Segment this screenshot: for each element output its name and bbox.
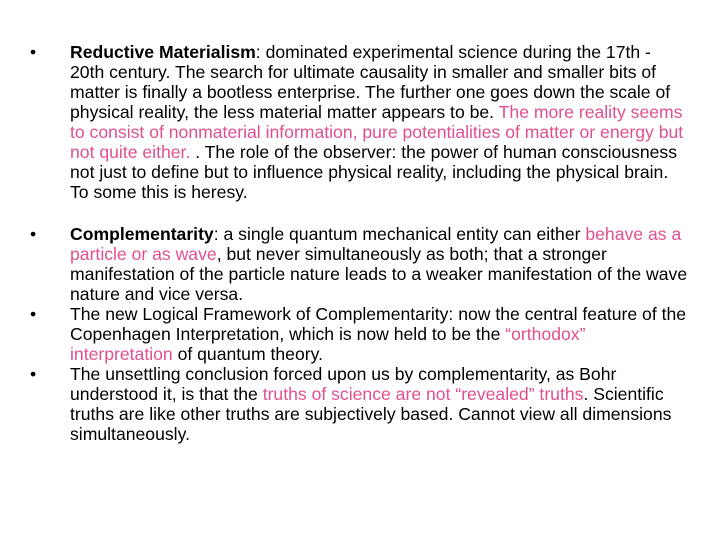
bullet-item-reductive-materialism (30, 42, 690, 202)
body-text: , but never simultaneously as both; that a stronger manifestation of the particle nature leads to a weaker manifestation of the wave nature and vice versa. (70, 244, 688, 304)
body-text: . Scientific truths are like other truths are subjectively based. Cannot view all dimensions simultaneously. (70, 384, 672, 444)
body-text: of quantum theory. (172, 344, 323, 364)
bullet-item-complementarity (30, 224, 690, 304)
bullet-item-logical-framework (30, 304, 690, 364)
body-text: The new Logical Framework of Complementarity: now the central feature of the Copenhagen Interpretation, which is now held to be the (70, 304, 687, 344)
bullet-list (30, 42, 690, 444)
slide-content (30, 42, 690, 444)
bullet-icon: • (30, 364, 37, 384)
highlight-text: truths of science are not “revealed” truths (262, 384, 584, 404)
body-text: : dominated experimental science during the 17th - 20th century. The search for ultimate causality in smaller and smaller bits of matter is finally a bootless enterprise. The further one goes down the scale of physical reality, the less material matter appears to be. (70, 42, 671, 122)
body-text: The unsettling conclusion forced upon us by complementarity, as Bohr understood it, is that the (70, 364, 617, 404)
bullet-icon: • (30, 42, 37, 62)
term-reductive-materialism: Reductive Materialism (70, 42, 256, 62)
highlight-text: behave as a particle or as wave (70, 224, 682, 264)
bullet-icon: • (30, 224, 37, 244)
term-complementarity: Complementarity (70, 224, 214, 244)
bullet-item-unsettling-conclusion (30, 364, 690, 444)
highlight-text: The more reality seems to consist of nonmaterial information, pure potentialities of matter or energy but not quite either. (70, 102, 684, 162)
bullet-icon: • (30, 304, 37, 324)
body-text: . The role of the observer: the power of human consciousness not just to define but to influence physical reality, including the physical brain. To some this is heresy. (70, 142, 678, 202)
highlight-text: “orthodox” interpretation (70, 324, 586, 364)
body-text: : a single quantum mechanical entity can either (213, 224, 586, 244)
